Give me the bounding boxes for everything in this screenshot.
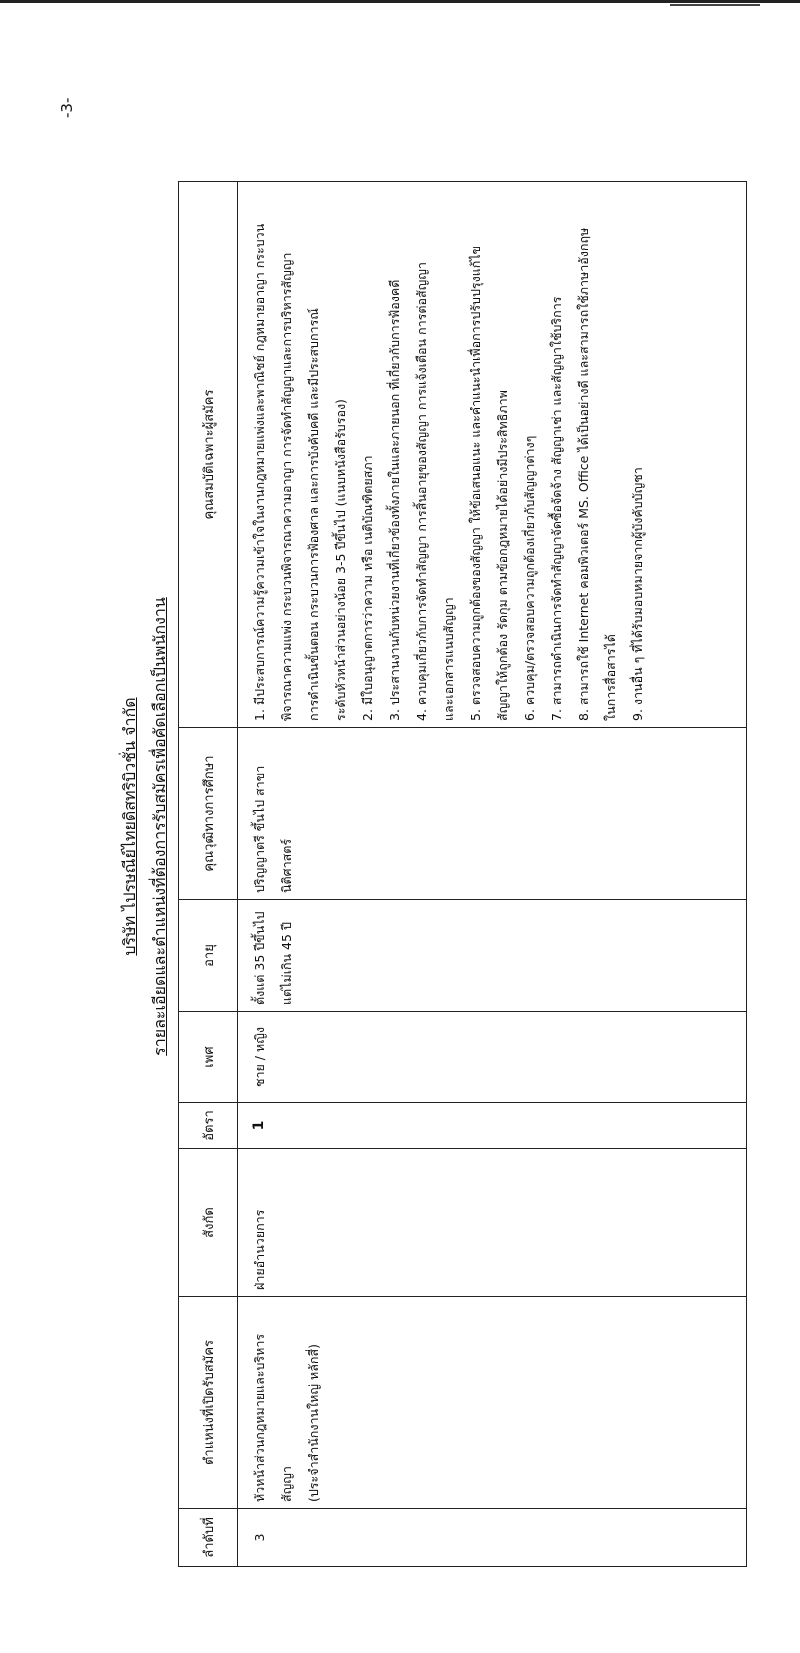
qualification-line: 2. มีใบอนุญาตการว่าความ หรือ เนติบัณฑิตยสภา [360, 455, 375, 721]
qualification-line: 8. สามารถใช้ Internet คอมพิวเตอร์ MS. Office ได้เป็นอย่างดี และสามารถใช้ภาษาอังกฤษ [576, 227, 591, 721]
company-name: บริษัท ไปรษณีย์ไทยดิสทริบิวชั่น จำกัด [120, 697, 139, 956]
header-dept: สังกัด [179, 1149, 238, 1297]
cell-no: 3 [238, 1509, 747, 1567]
document-title: รายละเอียดและตำแหน่งที่ต้องการรับสมัครเพื่อคัดเลือกเป็นพนักงาน [150, 597, 169, 1056]
cell-count: 1 [238, 1103, 747, 1149]
page-number: -3- [58, 97, 76, 118]
cell-age [238, 900, 747, 1012]
table-header-row [179, 182, 238, 1567]
table-row [238, 182, 747, 1567]
age-min: ตั้งแต่ 35 ปีขึ้นไป [252, 911, 267, 1005]
qualification-line: 6. ควบคุม/ตรวจสอบความถูกต้องเกี่ยวกับสัญญาต่างๆ [522, 435, 537, 721]
qualification-line: สัญญาให้ถูกต้อง รัดกุม ตามข้อกฎหมายได้อย่างมีประสิทธิภาพ [495, 390, 510, 721]
cell-position [238, 1297, 747, 1509]
cell-gender: ชาย / หญิง [238, 1012, 747, 1103]
qualification-line: พิจารณาความแพ่ง กระบวนพิจารณาความอาญา การจัดทำสัญญาและการบริหารสัญญา [279, 252, 294, 721]
cell-dept: ฝ่ายอำนวยการ [238, 1149, 747, 1297]
header-education: คุณวุฒิทางการศึกษา [179, 728, 238, 900]
qualification-line: 5. ตรวจสอบความถูกต้องของสัญญา ให้ข้อเสนอแนะ และคำแนะนำเพื่อการปรับปรุงแก้ไข [468, 245, 483, 721]
qualification-line: 7. สามารถดำเนินการจัดทำสัญญาจัดซื้อจัดจ้าง สัญญาเช่า และสัญญาใช้บริการ [549, 296, 564, 721]
qualification-line: ระดับหัวหน้าส่วนอย่างน้อย 3-5 ปีขึ้นไป (แนบหนังสือรับรอง) [333, 399, 348, 721]
qualification-line: ในการสื่อสารได้ [603, 634, 618, 721]
header-position: ตำแหน่งที่เปิดรับสมัคร [179, 1297, 238, 1509]
header-qualifications: คุณสมบัติเฉพาะผู้สมัคร [179, 182, 238, 728]
cell-qualifications [238, 182, 747, 728]
header-no: ลำดับที่ [179, 1509, 238, 1567]
header-count: อัตรา [179, 1103, 238, 1149]
cell-education: ปริญญาตรี ขึ้นไป สาขานิติศาสตร์ [238, 728, 747, 900]
qualification-line: การดำเนินขั้นตอน กระบวนการฟ้องศาล และการบังคับคดี และมีประสบการณ์ [306, 308, 321, 721]
position-location: (ประจำสำนักงานใหญ่ หลักสี่) [306, 1344, 321, 1502]
position-title: หัวหน้าส่วนกฎหมายและบริหารสัญญา [252, 1333, 294, 1502]
qualification-line: 1. มีประสบการณ์ความรู้ความเข้าใจในงานกฎหมายแพ่งและพาณิชย์ กฎหมายอาญา กระบวน [252, 223, 267, 721]
qualification-line: 4. ควบคุมเกี่ยวกับการจัดทำสัญญา การสิ้นอายุของสัญญา การแจ้งเตือน การต่อสัญญา [414, 262, 429, 721]
age-max: แต่ไม่เกิน 45 ปี [279, 922, 294, 1005]
qualification-line: และเอกสารแนบสัญญา [441, 597, 456, 721]
header-age: อายุ [179, 900, 238, 1012]
qualification-line: 3. ประสานงานกับหน่วยงานที่เกี่ยวข้องทั้งภายในและภายนอก ที่เกี่ยวกับการฟ้องคดี [387, 279, 402, 721]
header-gender: เพศ [179, 1012, 238, 1103]
qualification-line: 9. งานอื่น ๆ ที่ได้รับมอบหมายจากผู้บังคับบัญชา [630, 467, 645, 721]
positions-table [178, 181, 747, 1567]
